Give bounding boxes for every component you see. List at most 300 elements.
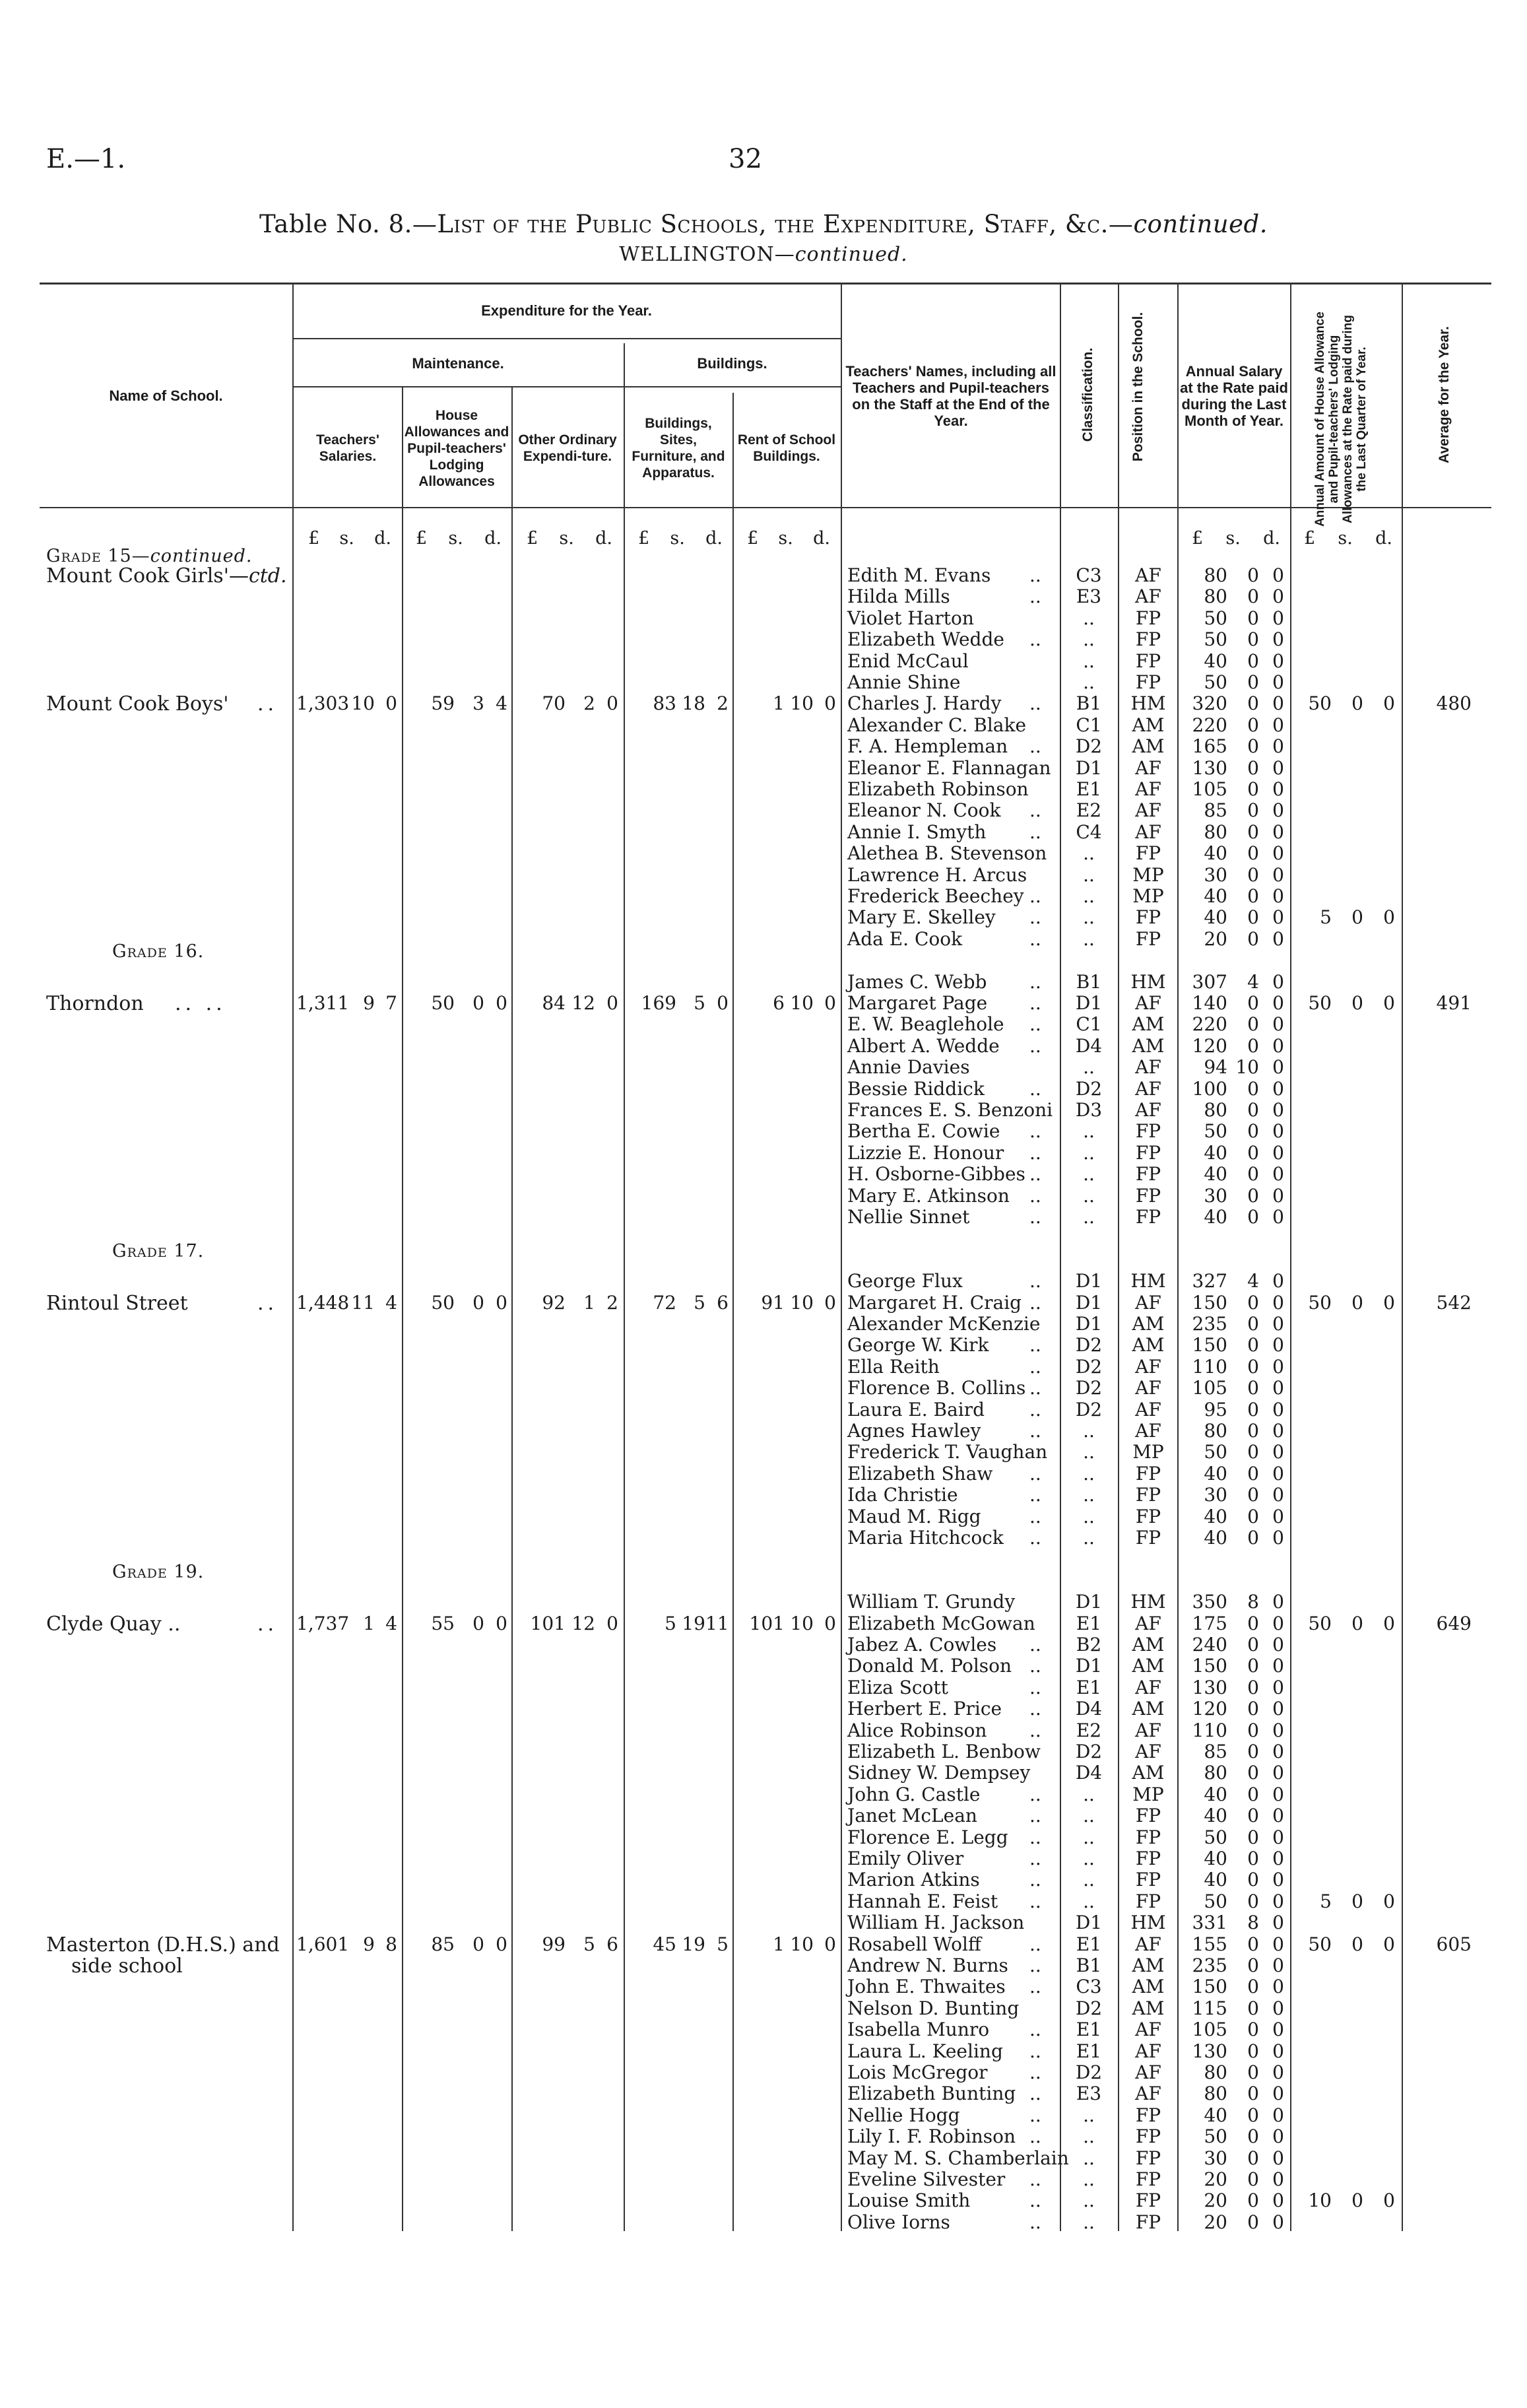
teacher-name: E. W. Beaglehole [847,1013,1004,1036]
header-maintenance: Maintenance. [412,354,504,372]
title-main: List of the Public Schools, the Expenditure, Staff, &c.— [437,210,1134,238]
salary-pence: 0 [1272,1184,1284,1207]
header-classification: Classification. [1080,347,1095,442]
salary-pounds: 120 [1192,1698,1227,1720]
table-header-rule [40,507,1491,508]
expenditure-shillings: 5 [583,1933,595,1955]
school-name-text: Mount Cook Boys' [46,692,229,716]
teacher-name: Hannah E. Feist [847,1890,998,1912]
allowance-shillings: 0 [1351,692,1363,715]
allowance-shillings: 0 [1351,1890,1363,1912]
salary-pounds: 40 [1204,1869,1227,1891]
salary-pence: 0 [1272,885,1284,907]
salary-pence: 0 [1272,1505,1284,1527]
grade-cont: continued. [150,545,253,566]
position-code: FP [1135,1805,1161,1827]
teacher-name: Elizabeth Wedde [847,628,1004,651]
salary-pence: 0 [1272,1933,1284,1955]
salary-pounds: 130 [1192,1676,1227,1698]
position-code: AM [1132,1013,1165,1036]
position-code: AM [1132,714,1165,736]
salary-pence: 0 [1272,585,1284,608]
leader-dots: .. [1029,1698,1041,1720]
col-divider [292,284,294,2231]
salary-pence: 0 [1272,1355,1284,1378]
salary-shillings: 0 [1247,2104,1259,2126]
teacher-name: Nellie Hogg [847,2104,960,2126]
classification: .. [1083,2190,1095,2212]
position-code: AM [1132,1034,1165,1057]
teacher-name: Violet Harton [847,607,974,629]
expenditure-pence: 4 [496,692,507,715]
position-code: AM [1132,1698,1165,1720]
classification: D1 [1075,756,1103,779]
expenditure-pence: 0 [496,1612,507,1634]
header-rule [292,386,841,387]
header-other-ordinary: Other Ordinary Expendi-ture. [518,432,617,464]
teacher-name: Ida Christie [847,1484,958,1506]
teacher-name: Eleanor E. Flannagan [847,756,1051,779]
teacher-name: Lawrence H. Arcus [847,863,1027,886]
salary-shillings: 8 [1247,1912,1259,1934]
average-attendance: 605 [1436,1933,1472,1955]
salary-pounds: 40 [1204,1527,1227,1549]
expenditure-pence: 0 [606,1612,618,1634]
salary-pounds: 50 [1204,1120,1227,1143]
leader-dots: .. [1029,1013,1041,1036]
salary-pence: 0 [1272,2083,1284,2105]
salary-shillings: 4 [1247,1270,1259,1292]
salary-pence: 0 [1272,1955,1284,1976]
leader-dots: .. [1029,735,1041,758]
classification: .. [1083,1869,1095,1891]
salary-shillings: 0 [1247,1163,1259,1186]
expenditure-shillings: 3 [472,692,484,715]
salary-pounds: 175 [1192,1612,1227,1634]
teacher-name: Frederick T. Vaughan [847,1441,1048,1463]
classification: .. [1083,885,1095,907]
page-number: 32 [729,144,762,174]
salary-pounds: 40 [1204,1783,1227,1805]
leader-dots: .. [1029,970,1041,993]
allowance-pence: 0 [1383,1612,1395,1634]
lsd-s: s. [448,528,463,549]
position-code: FP [1135,1826,1161,1848]
lsd-d: d. [813,528,830,549]
salary-pounds: 30 [1204,1184,1227,1207]
classification: .. [1083,842,1095,865]
salary-pence: 0 [1272,1698,1284,1720]
col-divider [841,284,842,2231]
salary-shillings: 0 [1247,1462,1259,1485]
expenditure-pence: 0 [496,992,507,1014]
salary-shillings: 0 [1247,842,1259,865]
salary-pounds: 150 [1192,1976,1227,1998]
salary-pence: 0 [1272,2061,1284,2083]
salary-shillings: 10 [1235,1056,1259,1079]
teacher-name: Maud M. Rigg [847,1505,981,1527]
leader-dots: .. [1029,820,1041,843]
salary-pence: 0 [1272,2019,1284,2041]
teacher-name: Ada E. Cook [847,927,963,950]
school-name-line2: side school [71,1955,183,1978]
school-name-text: Masterton (D.H.S.) and [46,1933,280,1956]
expenditure-shillings: 0 [472,1933,484,1955]
position-code: AM [1132,1334,1165,1356]
position-code: AF [1135,1612,1161,1634]
salary-shillings: 0 [1247,2083,1259,2105]
salary-pounds: 220 [1192,714,1227,736]
teacher-name: Donald M. Polson [847,1655,1012,1677]
position-code: AF [1135,1719,1161,1741]
salary-pounds: 30 [1204,863,1227,886]
position-code: AF [1135,1056,1161,1079]
position-code: AM [1132,1634,1165,1656]
teacher-name: Eleanor N. Cook [847,799,1001,822]
expenditure-shillings: 12 [571,992,595,1014]
salary-pence: 0 [1272,1398,1284,1421]
teacher-name: Alexander McKenzie [847,1313,1041,1335]
salary-pounds: 30 [1204,2147,1227,2169]
expenditure-pence: 0 [824,1933,836,1955]
leader-dots: .. [1029,1783,1041,1805]
position-code: FP [1135,927,1161,950]
salary-shillings: 0 [1247,1783,1259,1805]
lsd-l: £ [638,528,650,549]
position-code: FP [1135,1505,1161,1527]
position-code: AF [1135,1099,1161,1121]
classification: C3 [1076,564,1102,586]
salary-pounds: 50 [1204,607,1227,629]
teacher-name: George W. Kirk [847,1334,989,1356]
teacher-name: James C. Webb [847,970,987,993]
school-name-cont: ctd. [248,564,287,587]
salary-pounds: 40 [1204,2104,1227,2126]
classification: D1 [1075,1270,1103,1292]
salary-pounds: 50 [1204,628,1227,651]
salary-shillings: 0 [1247,992,1259,1014]
salary-pence: 0 [1272,1034,1284,1057]
salary-pounds: 235 [1192,1313,1227,1335]
salary-pounds: 20 [1204,2168,1227,2190]
salary-pounds: 40 [1204,1206,1227,1228]
position-code: FP [1135,842,1161,865]
position-code: HM [1130,1591,1166,1613]
grade-text: Grade 17. [112,1240,205,1261]
expenditure-shillings: 0 [472,1612,484,1634]
allowance-shillings: 0 [1351,1612,1363,1634]
leader-dots: .. [1029,2061,1041,2083]
position-code: AF [1135,2040,1161,2062]
expenditure-pence: 4 [385,1291,397,1314]
salary-pounds: 307 [1192,970,1227,993]
leader-dots: .. [1029,885,1041,907]
classification: .. [1083,1141,1095,1164]
salary-shillings: 0 [1247,2019,1259,2041]
expenditure-pounds: 1,601 [296,1933,350,1955]
salary-shillings: 0 [1247,1698,1259,1720]
teacher-name: Bessie Riddick [847,1077,985,1100]
position-code: AF [1135,1676,1161,1698]
col-divider [1118,284,1119,2231]
position-code: AF [1135,756,1161,779]
expenditure-pounds: 92 [542,1291,566,1314]
classification: .. [1083,1484,1095,1506]
leader-dots: .. [1029,1869,1041,1891]
classification: B1 [1076,692,1102,715]
salary-pence: 0 [1272,1719,1284,1741]
position-code: AF [1135,564,1161,586]
expenditure-shillings: 1 [583,1291,595,1314]
salary-pence: 0 [1272,2168,1284,2190]
salary-pounds: 105 [1192,778,1227,800]
classification: D2 [1075,1334,1103,1356]
lsd-d: d. [1375,528,1392,549]
salary-pence: 0 [1272,671,1284,693]
leader-dots: .. [1029,1184,1041,1207]
header-house-allowances: House Allowances and Pupil-teachers' Lodging Allowances [404,407,509,489]
salary-pounds: 80 [1204,2083,1227,2105]
classification: .. [1083,650,1095,672]
expenditure-pence: 2 [717,692,729,715]
allowance-pence: 0 [1383,1890,1395,1912]
lsd-l: £ [308,528,320,549]
position-code: MP [1132,863,1164,886]
salary-shillings: 0 [1247,2168,1259,2190]
expenditure-shillings: 19 [682,1933,705,1955]
salary-pence: 0 [1272,1783,1284,1805]
expenditure-pence: 0 [496,1933,507,1955]
position-code: AM [1132,1762,1165,1784]
teacher-name: Laura E. Baird [847,1398,985,1421]
lsd-d: d. [705,528,723,549]
position-code: FP [1135,1163,1161,1186]
teacher-name: Albert A. Wedde [847,1034,1000,1057]
salary-shillings: 0 [1247,1741,1259,1762]
school-name-text: Rintoul Street [46,1291,188,1315]
header-teachers-names: Teachers' Names, including all Teachers and Pupil-teachers on the Staff at the End of the Year. [845,363,1056,429]
teacher-name: Olive Iorns [847,2211,950,2233]
expenditure-pounds: 101 [530,1612,566,1634]
classification: B2 [1076,1634,1102,1656]
salary-pounds: 50 [1204,1890,1227,1912]
allowance-pounds: 50 [1308,1933,1332,1955]
lsd-d: d. [595,528,612,549]
leader-dots: .. [1029,799,1041,822]
classification: E1 [1076,778,1102,800]
classification: .. [1083,927,1095,950]
salary-shillings: 0 [1247,2125,1259,2148]
allowance-pence: 0 [1383,906,1395,929]
salary-shillings: 0 [1247,1933,1259,1955]
teacher-name: Frederick Beechey [847,885,1024,907]
teacher-name: Rosabell Wolff [847,1933,981,1955]
classification: .. [1083,1056,1095,1079]
expenditure-pence: 0 [606,992,618,1014]
salary-pounds: 327 [1192,1270,1227,1292]
teacher-name: Eliza Scott [847,1676,948,1698]
salary-shillings: 0 [1247,2040,1259,2062]
salary-pounds: 20 [1204,2190,1227,2212]
allowance-shillings: 0 [1351,906,1363,929]
lsd-header [416,528,502,549]
position-code: MP [1132,885,1164,907]
allowance-shillings: 0 [1351,2190,1363,2212]
position-code: AF [1135,1377,1161,1399]
expenditure-pence: 0 [824,1291,836,1314]
salary-pence: 0 [1272,628,1284,651]
classification: D3 [1075,1099,1103,1121]
expenditure-pence: 0 [496,1291,507,1314]
expenditure-pence: 6 [717,1291,729,1314]
salary-pence: 0 [1272,650,1284,672]
lsd-l: £ [416,528,428,549]
salary-shillings: 0 [1247,1719,1259,1741]
position-code: FP [1135,2211,1161,2233]
leader-dots: .. [1029,2168,1041,2190]
allowance-shillings: 0 [1351,1933,1363,1955]
salary-pence: 0 [1272,1441,1284,1463]
expenditure-pence: 5 [717,1933,729,1955]
position-code: AF [1135,778,1161,800]
classification: D2 [1075,1741,1103,1762]
position-code: AF [1135,1355,1161,1378]
classification: D2 [1075,1077,1103,1100]
expenditure-shillings: 19 [682,1612,705,1634]
teacher-name: John G. Castle [847,1783,981,1805]
leader-dots: .. [1029,992,1041,1014]
classification: E3 [1076,585,1102,608]
salary-pounds: 110 [1192,1355,1227,1378]
leader-dots: .. [1029,564,1041,586]
salary-pounds: 20 [1204,2211,1227,2233]
salary-shillings: 0 [1247,692,1259,715]
position-code: HM [1130,970,1166,993]
salary-shillings: 0 [1247,564,1259,586]
salary-pounds: 115 [1192,1997,1227,2019]
teacher-name: Lois McGregor [847,2061,988,2083]
classification: .. [1083,1505,1095,1527]
expenditure-pounds: 1,737 [296,1612,350,1634]
salary-pounds: 235 [1192,1955,1227,1976]
header-annual-salary: Annual Salary at the Rate paid during the Last Month of Year. [1180,363,1288,429]
lsd-s: s. [339,528,354,549]
classification: .. [1083,2147,1095,2169]
grade-text: Grade 19. [112,1561,205,1582]
teacher-name: F. A. Hempleman [847,735,1008,758]
salary-shillings: 0 [1247,1505,1259,1527]
teacher-name: Enid McCaul [847,650,969,672]
teacher-name: Elizabeth Shaw [847,1462,993,1485]
lsd-header [638,528,723,549]
salary-shillings: 0 [1247,756,1259,779]
salary-shillings: 0 [1247,927,1259,950]
salary-shillings: 0 [1247,885,1259,907]
leader-dots: .. [1029,1355,1041,1378]
position-code: FP [1135,628,1161,651]
classification: D2 [1075,735,1103,758]
classification: E1 [1076,2019,1102,2041]
salary-shillings: 0 [1247,863,1259,886]
salary-pence: 0 [1272,1890,1284,1912]
salary-shillings: 0 [1247,1291,1259,1314]
position-code: AM [1132,1997,1165,2019]
lsd-d: d. [1263,528,1280,549]
leader-dots: .. [1029,1955,1041,1976]
allowance-pence: 0 [1383,2190,1395,2212]
table-title [0,210,1527,238]
salary-pence: 0 [1272,1163,1284,1186]
header-rule [292,338,841,339]
leader-dots: .. [1029,1377,1041,1399]
classification: .. [1083,1826,1095,1848]
allowance-pence: 0 [1383,1291,1395,1314]
salary-pounds: 40 [1204,1163,1227,1186]
salary-pounds: 80 [1204,1099,1227,1121]
position-code: AM [1132,1655,1165,1677]
school-name [46,1613,180,1636]
teacher-name: Mary E. Skelley [847,906,996,929]
salary-shillings: 8 [1247,1591,1259,1613]
classification: .. [1083,1184,1095,1207]
leader-dots: .. [1029,692,1041,715]
teacher-name: Lizzie E. Honour [847,1141,1004,1164]
position-code: AF [1135,1398,1161,1421]
classification: D2 [1075,1355,1103,1378]
teacher-name: Janet McLean [847,1805,977,1827]
position-code: FP [1135,906,1161,929]
position-code: FP [1135,1869,1161,1891]
salary-shillings: 0 [1247,671,1259,693]
grade-label [112,1241,204,1261]
expenditure-pounds: 45 [653,1933,676,1955]
classification: D4 [1075,1762,1103,1784]
leader-dots: .. [1029,1655,1041,1677]
grade-text: Grade 16. [112,941,205,962]
allowance-shillings: 0 [1351,992,1363,1014]
salary-pence: 0 [1272,1655,1284,1677]
teacher-name: Elizabeth Robinson [847,778,1029,800]
salary-pence: 0 [1272,842,1284,865]
classification: .. [1083,2211,1095,2233]
expenditure-pence: 8 [385,1933,397,1955]
classification: .. [1083,1206,1095,1228]
salary-pence: 0 [1272,1826,1284,1848]
position-code: FP [1135,1120,1161,1143]
expenditure-shillings: 10 [351,692,375,715]
classification: D2 [1075,1377,1103,1399]
school-name [46,992,144,1015]
leader-dots: .. [1029,1527,1041,1549]
leader-dots: .. [1029,1163,1041,1186]
teacher-name: Florence B. Collins [847,1377,1026,1399]
teacher-name: Annie Shine [847,671,961,693]
salary-pence: 0 [1272,1313,1284,1335]
classification: D1 [1075,1313,1103,1335]
position-code: AF [1135,992,1161,1014]
salary-pence: 0 [1272,1077,1284,1100]
teacher-name: Herbert E. Price [847,1698,1002,1720]
classification: .. [1083,1527,1095,1549]
expenditure-shillings: 11 [351,1291,375,1314]
expenditure-shillings: 1 [363,1612,375,1634]
expenditure-pounds: 50 [431,1291,455,1314]
salary-pounds: 80 [1204,1762,1227,1784]
salary-pence: 0 [1272,1976,1284,1998]
teacher-name: May M. S. Chamberlain [847,2147,1069,2169]
lsd-l: £ [747,528,759,549]
salary-shillings: 0 [1247,1976,1259,1998]
